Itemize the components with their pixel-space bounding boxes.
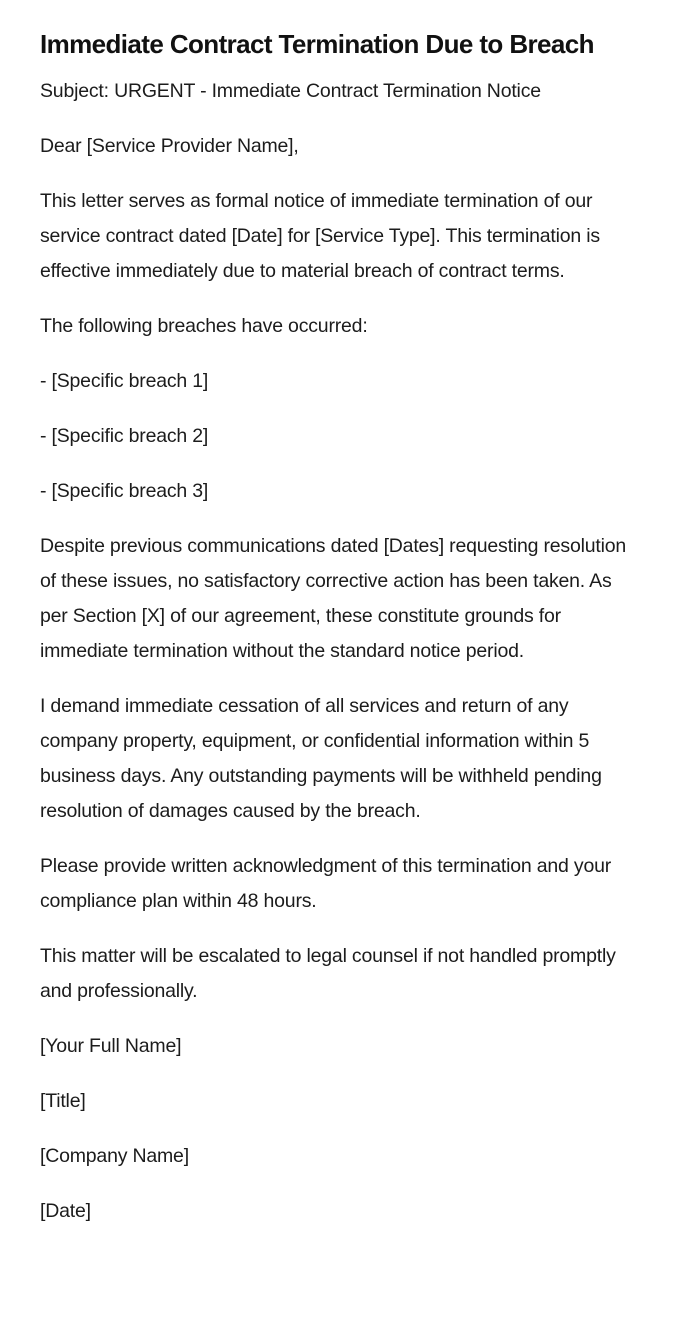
paragraph-breaches-intro: The following breaches have occurred: <box>40 315 368 337</box>
signature-name: [Your Full Name] <box>40 1035 182 1057</box>
signature-title: [Title] <box>40 1090 86 1112</box>
paragraph-termination-notice: This letter serves as formal notice of immediate termination of our service contract dated [Date] for [Service Type]. This termination is effective immediately due to material breach of contract terms. <box>40 190 600 282</box>
breach-item-1: - [Specific breach 1] <box>40 370 209 392</box>
subject-line: Subject: URGENT - Immediate Contract Termination Notice <box>40 80 541 102</box>
salutation: Dear [Service Provider Name], <box>40 135 299 157</box>
breach-item-3: - [Specific breach 3] <box>40 480 209 502</box>
signature-date: [Date] <box>40 1200 91 1222</box>
breach-item-2: - [Specific breach 2] <box>40 425 209 447</box>
letter-title: Immediate Contract Termination Due to Breach <box>40 29 594 59</box>
paragraph-prior-communications: Despite previous communications dated [Dates] requesting resolution of these issues, no satisfactory corrective action has been taken. As per Section [X] of our agreement, these constitute grounds for immediate termination without the standard notice period. <box>40 535 627 662</box>
paragraph-demands: I demand immediate cessation of all services and return of any company property, equipment, or confidential information within 5 business days. Any outstanding payments will be withheld pending resolution of damages caused by the breach. <box>40 695 602 822</box>
signature-company: [Company Name] <box>40 1145 189 1167</box>
paragraph-legal-escalation: This matter will be escalated to legal counsel if not handled promptly and professionally. <box>40 945 616 1002</box>
paragraph-acknowledgment-request: Please provide written acknowledgment of this termination and your compliance plan within 48 hours. <box>40 855 612 912</box>
